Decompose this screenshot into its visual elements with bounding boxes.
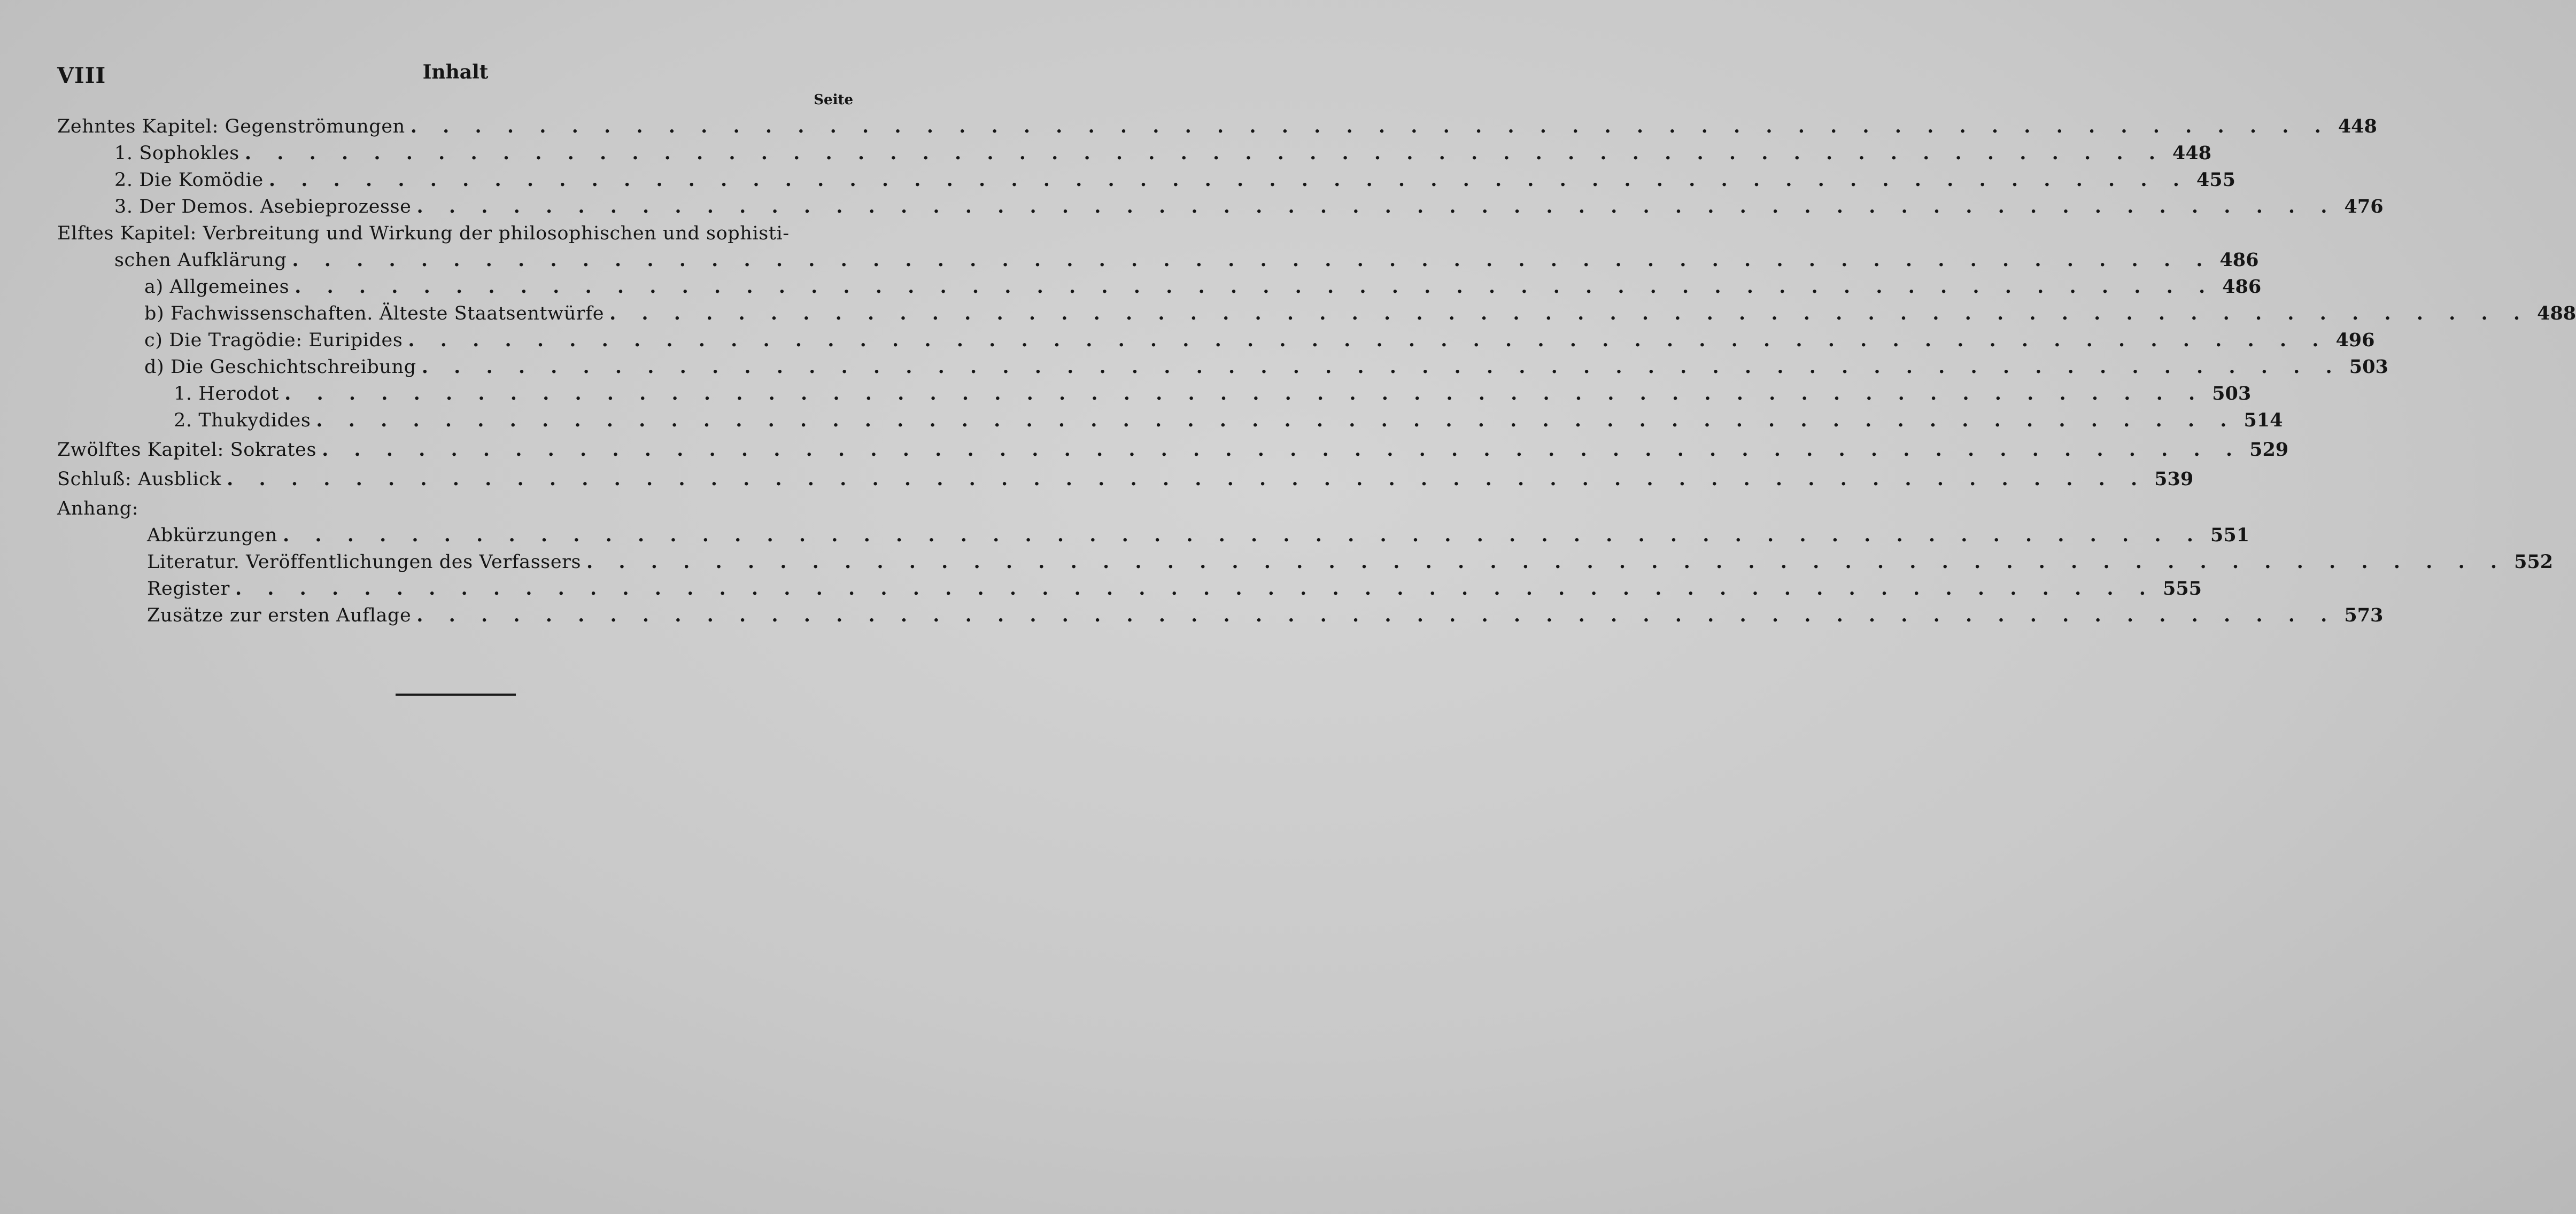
dot-leader: . . . . . . . . . . . . . . . . . . . . . . . . . . . . . . . . . . . . . . . . . . . . . . . . . . . . . . . . . . . . <box>586 551 2507 573</box>
dot-leader: . . . . . . . . . . . . . . . . . . . . . . . . . . . . . . . . . . . . . . . . . . . . . . . . . . . . . . . . . . . . <box>416 196 2337 217</box>
toc-entry-euripides[interactable] <box>57 327 2375 354</box>
toc-entry-page: 476 <box>2344 196 2384 217</box>
toc-entry-title: 2. Thukydides <box>174 410 311 431</box>
toc-entry-chapter-12[interactable] <box>57 437 2289 463</box>
toc-entry-title: 3. Der Demos. Asebieprozesse <box>114 196 412 217</box>
dot-leader: . . . . . . . . . . . . . . . . . . . . . . . . . . . . . . . . . . . . . . . . . . . . . . . . . . . . . . . . . . . . <box>408 329 2329 351</box>
running-head: Inhalt <box>422 61 489 83</box>
toc-entry-title: Elftes Kapitel: Verbreitung und Wirkung der philosophischen und sophisti- <box>57 223 790 244</box>
toc-entry-page: 529 <box>2249 439 2289 461</box>
dot-leader: . . . . . . . . . . . . . . . . . . . . . . . . . . . . . . . . . . . . . . . . . . . . . . . . . . . . . . . . . . . . <box>282 524 2203 546</box>
dot-leader: . . . . . . . . . . . . . . . . . . . . . . . . . . . . . . . . . . . . . . . . . . . . . . . . . . . . . . . . . . . . <box>322 439 2242 461</box>
toc-entry-page: 455 <box>2196 169 2235 191</box>
toc-entry-page: 448 <box>2338 115 2377 137</box>
toc-entry-title: Schluß: Ausblick <box>57 469 222 490</box>
toc-entry-page: 503 <box>2212 383 2252 404</box>
toc-entry-title: a) Allgemeines <box>144 276 290 298</box>
toc-entry-page: 448 <box>2172 142 2211 164</box>
page-number: VIII <box>57 63 106 88</box>
toc-entry-title: Literatur. Veröffentlichungen des Verfassers <box>147 551 582 573</box>
dot-leader: . . . . . . . . . . . . . . . . . . . . . . . . . . . . . . . . . . . . . . . . . . . . . . . . . . . . . . . . . . . . <box>316 409 2237 431</box>
toc-entry-page: 552 <box>2514 551 2554 573</box>
toc-entry-literatur[interactable] <box>57 549 2554 575</box>
toc-entry-title: Register <box>147 578 230 600</box>
toc-entry-title: d) Die Geschichtschreibung <box>144 356 416 378</box>
toc-entry-anhang <box>57 495 856 522</box>
dot-leader: . . . . . . . . . . . . . . . . . . . . . . . . . . . . . . . . . . . . . . . . . . . . . . . . . . . . . . . . . . . . <box>292 249 2213 271</box>
toc-entry-page: 551 <box>2210 524 2250 546</box>
toc-entry-title: Zehntes Kapitel: Gegenströmungen <box>57 116 405 137</box>
toc-entry-page: 488 <box>2537 302 2576 324</box>
toc-entry-register[interactable] <box>57 575 2202 602</box>
toc-entry-title: b) Fachwissenschaften. Älteste Staatsentwürfe <box>144 303 605 324</box>
toc-entry-allgemeines[interactable] <box>57 274 2262 300</box>
toc-entry-demos[interactable] <box>57 193 2384 220</box>
toc-entry-zusaetze[interactable] <box>57 602 2384 629</box>
toc-entry-title: Abkürzungen <box>147 525 277 546</box>
toc-entry-title: 2. Die Komödie <box>114 169 264 191</box>
toc-entry-page: 486 <box>2219 249 2259 271</box>
toc-entry-sophokles[interactable] <box>57 140 2211 167</box>
toc-entry-chapter-11-line1[interactable] <box>57 220 856 247</box>
dot-leader: . . . . . . . . . . . . . . . . . . . . . . . . . . . . . . . . . . . . . . . . . . . . . . . . . . . . . . . . . . . . <box>295 276 2215 298</box>
closing-rule <box>396 694 516 696</box>
toc-entry-page: 486 <box>2222 276 2262 298</box>
dot-leader: . . . . . . . . . . . . . . . . . . . . . . . . . . . . . . . . . . . . . . . . . . . . . . . . . . . . . . . . . . . . <box>410 115 2331 137</box>
toc-entry-page: 539 <box>2154 468 2194 490</box>
toc-entry-page: 514 <box>2244 409 2283 431</box>
toc-entry-fachwissenschaften[interactable] <box>57 300 2576 327</box>
dot-leader: . . . . . . . . . . . . . . . . . . . . . . . . . . . . . . . . . . . . . . . . . . . . . . . . . . . . . . . . . . . . <box>244 142 2165 164</box>
dot-leader: . . . . . . . . . . . . . . . . . . . . . . . . . . . . . . . . . . . . . . . . . . . . . . . . . . . . . . . . . . . . <box>227 468 2147 490</box>
toc-entry-page: 503 <box>2349 356 2388 378</box>
toc-entry-title: 1. Herodot <box>174 383 280 404</box>
toc-entry-title: Zwölftes Kapitel: Sokrates <box>57 439 317 461</box>
toc-entry-title: Zusätze zur ersten Auflage <box>147 605 412 626</box>
toc-entry-chapter-11-line2[interactable] <box>57 247 2259 274</box>
toc-entry-abkuerzungen[interactable] <box>57 522 2250 549</box>
toc-entry-title: c) Die Tragödie: Euripides <box>144 330 403 351</box>
toc-entry-komoedie[interactable] <box>57 167 2235 193</box>
toc-entry-chapter-10[interactable] <box>57 113 2377 140</box>
toc-entry-page: 573 <box>2344 604 2384 626</box>
toc-entry-schluss[interactable] <box>57 466 2194 493</box>
toc-entry-herodot[interactable] <box>57 380 2252 407</box>
dot-leader: . . . . . . . . . . . . . . . . . . . . . . . . . . . . . . . . . . . . . . . . . . . . . . . . . . . . . . . . . . . . <box>268 169 2189 191</box>
toc-entry-title: 1. Sophokles <box>114 143 239 164</box>
dot-leader: . . . . . . . . . . . . . . . . . . . . . . . . . . . . . . . . . . . . . . . . . . . . . . . . . . . . . . . . . . . . <box>421 356 2342 378</box>
toc-entry-page: 555 <box>2162 578 2202 600</box>
dot-leader: . . . . . . . . . . . . . . . . . . . . . . . . . . . . . . . . . . . . . . . . . . . . . . . . . . . . . . . . . . . . <box>609 302 2530 324</box>
dot-leader: . . . . . . . . . . . . . . . . . . . . . . . . . . . . . . . . . . . . . . . . . . . . . . . . . . . . . . . . . . . . <box>416 604 2337 626</box>
dot-leader: . . . . . . . . . . . . . . . . . . . . . . . . . . . . . . . . . . . . . . . . . . . . . . . . . . . . . . . . . . . . <box>284 383 2205 404</box>
page-column-label: Seite <box>814 92 853 108</box>
toc-entry-title-continued: schen Aufklärung <box>114 250 287 271</box>
toc-section-heading: Anhang: <box>57 498 139 519</box>
toc-entry-thukydides[interactable] <box>57 407 2283 434</box>
toc-entry-geschichtschreibung[interactable] <box>57 354 2388 380</box>
toc-entry-page: 496 <box>2335 329 2375 351</box>
dot-leader: . . . . . . . . . . . . . . . . . . . . . . . . . . . . . . . . . . . . . . . . . . . . . . . . . . . . . . . . . . . . <box>235 578 2155 600</box>
table-of-contents <box>57 113 2576 629</box>
